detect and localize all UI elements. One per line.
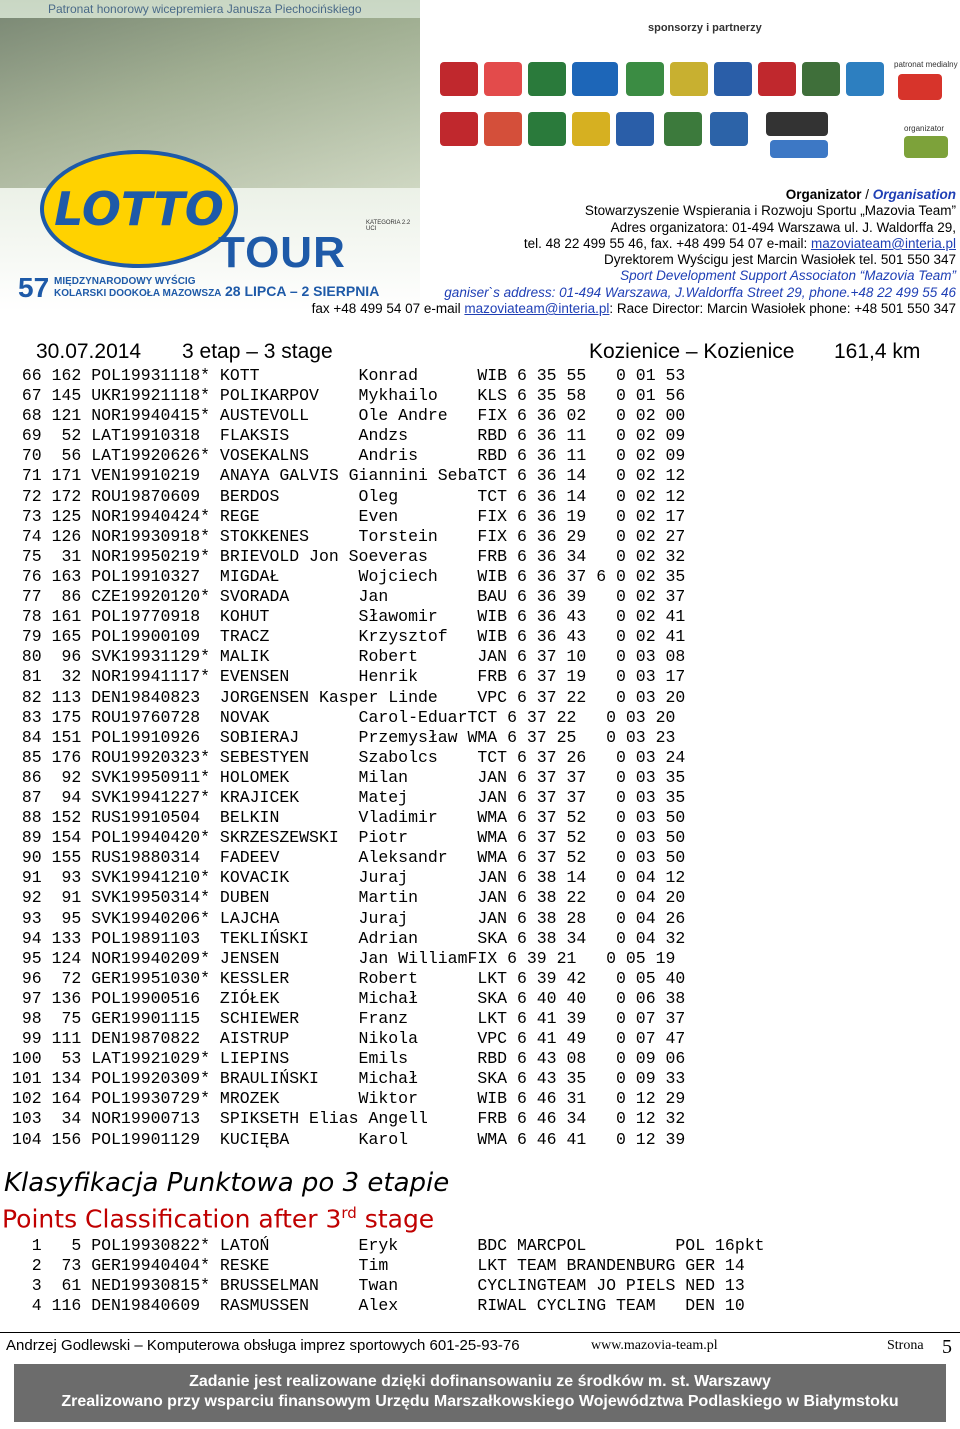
result-row: 80 96 SVK19931129* MALIK Robert JAN 6 37 10 0 03 08 (12, 647, 686, 667)
stage-route: Kozienice – Kozienice (589, 340, 795, 363)
sponsor-logo (572, 62, 618, 96)
organizer-director: Dyrektorem Wyścigu jest Marcin Wasiołek tel. 501 550 347 (603, 252, 956, 268)
sponsor-logo (572, 112, 610, 146)
points-title-en (2, 1204, 434, 1233)
organizer-address: Adres organizatora: 01-494 Warszawa ul. J. Waldorffa 29, (610, 219, 956, 235)
stage-header (0, 340, 960, 364)
result-row: 87 94 SVK19941227* KRAJICEK Matej JAN 6 37 37 0 03 35 (12, 787, 686, 807)
sponsor-logo (802, 62, 840, 96)
result-row: 91 93 SVK19941210* KOVACIK Juraj JAN 6 38 14 0 04 12 (12, 868, 686, 888)
lotto-logo (40, 150, 238, 268)
organizer-contact-en (256, 301, 956, 317)
result-row: 86 92 SVK19950911* HOLOMEK Milan JAN 6 37 37 0 03 35 (12, 767, 686, 787)
patronage-text: Patronat honorowy wicepremiera Janusza Piechocińskiego (48, 2, 362, 16)
result-row: 83 175 ROU19760728 NOVAK Carol-EduarTCT 6 37 22 0 03 20 (12, 707, 676, 727)
edition-number: 57 (18, 272, 50, 303)
sponsor-logo (626, 62, 664, 96)
result-row: 85 176 ROU19920323* SEBESTYEN Szabolcs TCT 6 37 26 0 03 24 (12, 747, 686, 767)
result-row: 71 171 VEN19910219 ANAYA GALVIS Giannini SebaTCT 6 36 14 0 02 12 (12, 466, 686, 486)
media-patronage-title: patronat medialny (894, 60, 958, 69)
result-row: 99 111 DEN19870822 AISTRUP Nikola VPC 6 41 49 0 07 47 (12, 1029, 686, 1049)
sponsor-logo (664, 112, 702, 146)
points-row: 3 61 NED19930815* BRUSSELMAN Twan CYCLINGTEAM JO PIELS NED 13 (12, 1276, 745, 1295)
result-row: 100 53 LAT19921029* LIEPINS Emils RBD 6 43 08 0 09 06 (12, 1049, 686, 1069)
result-row: 81 32 NOR19941117* EVENSEN Henrik FRB 6 37 19 0 03 17 (12, 667, 686, 687)
footer-site-link[interactable]: www.mazovia-team.pl (591, 1338, 718, 1353)
result-row: 97 136 POL19900516 ZIÓŁEK Michał SKA 6 40 40 0 06 38 (12, 988, 686, 1008)
organizer-phone: tel. 48 22 499 55 46, fax. +48 499 54 07 e-mail: (523, 235, 808, 251)
sponsor-logo (766, 112, 828, 136)
result-row: 82 113 DEN19840823 JORGENSEN Kasper Linde VPC 6 37 22 0 03 20 (12, 687, 686, 707)
footer-divider (0, 1332, 960, 1333)
result-row: 101 134 POL19920309* BRAULIŃSKI Michał SKA 6 43 35 0 09 33 (12, 1069, 686, 1089)
results-table (12, 366, 685, 1150)
page-number: 5 (942, 1336, 952, 1358)
organizer-heading: Organizator / Organisation (785, 187, 956, 202)
tour-title: TOUR (218, 228, 346, 277)
points-table (12, 1236, 765, 1316)
organizer-line: Stowarzyszenie Wspierania i Rozwoju Sportu „Mazovia Team” (584, 203, 956, 219)
result-row: 77 86 CZE19920120* SVORADA Jan BAU 6 36 39 0 02 37 (12, 587, 686, 607)
cyclists-photo (0, 18, 420, 188)
organizer-logo (904, 136, 948, 158)
sponsor-logo (484, 62, 522, 96)
sponsors-panel (420, 0, 960, 185)
race-name: MIĘDZYNARODOWY WYŚCIG KOLARSKI DOOKOŁA MAZOWSZA (54, 276, 222, 299)
stage-date: 30.07.2014 (36, 340, 142, 363)
result-row: 89 154 POL19940420* SKRZESZEWSKI Piotr WMA 6 37 52 0 03 50 (12, 828, 686, 848)
sponsor-logo (528, 112, 566, 146)
sponsor-logo (528, 62, 566, 96)
sponsors-title: sponsorzy i partnerzy (648, 22, 762, 34)
footer-page-label: Strona (887, 1338, 924, 1353)
result-row: 102 164 POL19930729* MROZEK Wiktor WIB 6 46 31 0 12 29 (12, 1089, 686, 1109)
organizer-label-en: Organisation (872, 187, 956, 202)
sponsor-logo (670, 62, 708, 96)
sponsor-logo (616, 112, 654, 146)
sponsor-logo (484, 112, 522, 146)
race-director: : Race Director: Marcin Wasiołek phone: +48 501 550 347 (609, 301, 956, 317)
points-row: 2 73 GER19940404* RESKE Tim LKT TEAM BRANDENBURG GER 14 (12, 1256, 745, 1275)
sponsor-logo (710, 112, 748, 146)
organizer-contact (256, 236, 956, 252)
media-logo (898, 74, 942, 100)
result-row: 78 161 POL19770918 KOHUT Sławomir WIB 6 36 43 0 02 41 (12, 607, 686, 627)
result-row: 66 162 POL19931118* KOTT Konrad WIB 6 35 55 0 01 53 (12, 366, 686, 385)
result-row: 104 156 POL19901129 KUCIĘBA Karol WMA 6 46 41 0 12 39 (12, 1129, 686, 1149)
organizer-line-en: Sport Development Support Associaton “Mazovia Team” (620, 268, 956, 284)
result-row: 103 34 NOR19900713 SPIKSETH Elias Angell FRB 6 46 34 0 12 32 (12, 1109, 686, 1129)
organizer-fax: fax +48 499 54 07 e-mail (311, 301, 461, 317)
organizer-logo-title: organizator (904, 124, 945, 133)
points-title-en-suffix: stage (356, 1204, 435, 1234)
result-row: 88 152 RUS19910504 BELKIN Vladimir WMA 6 37 52 0 03 50 (12, 808, 686, 828)
result-row: 84 151 POL19910926 SOBIERAJ Przemysław WMA 6 37 25 0 03 23 (12, 727, 676, 747)
result-row: 90 155 RUS19880314 FADEEV Aleksandr WMA 6 37 52 0 03 50 (12, 848, 686, 868)
points-row: 4 116 DEN19840609 RASMUSSEN Alex RIWAL CYCLING TEAM DEN 10 (12, 1296, 745, 1315)
sponsor-logo (440, 62, 478, 96)
result-row: 73 125 NOR19940424* REGE Even FIX 6 36 19 0 02 17 (12, 506, 686, 526)
organizer-email-link[interactable]: mazoviateam@interia.pl (810, 235, 956, 251)
points-row: 1 5 POL19930822* LATOŃ Eryk BDC MARCPOL POL 16pkt (12, 1236, 765, 1255)
race-dates: 28 LIPCA – 2 SIERPNIA (225, 283, 380, 299)
category-label: KATEGORIA 2.2 UCI (366, 220, 411, 232)
organizer-block (256, 187, 956, 317)
organizer-address-en: ganiser`s address: 01-494 Warszawa, J.Waldorffa Street 29, phone.+48 22 499 55 46 (444, 284, 956, 300)
result-row: 75 31 NOR19950219* BRIEVOLD Jon Soeveras FRB 6 36 34 0 02 32 (12, 546, 686, 566)
result-row: 68 121 NOR19940415* AUSTEVOLL Ole Andre FIX 6 36 02 0 02 00 (12, 406, 686, 426)
sponsor-logo (714, 62, 752, 96)
result-row: 67 145 UKR19921118* POLIKARPOV Mykhailo KLS 6 35 58 0 01 56 (12, 386, 686, 406)
result-row: 92 91 SVK19950314* DUBEN Martin JAN 6 38 22 0 04 20 (12, 888, 686, 908)
points-title-en-sup: rd (341, 1204, 357, 1222)
banner-line-1: Zadanie jest realizowane dzięki dofinansowaniu ze środków m. st. Warszawy (189, 1373, 771, 1390)
stage-number: 3 etap – 3 stage (182, 340, 333, 363)
stage-distance: 161,4 km (834, 340, 921, 363)
lotto-logo-text: LOTTO (54, 182, 224, 236)
result-row: 98 75 GER19901115 SCHIEWER Franz LKT 6 41 39 0 07 37 (12, 1009, 686, 1028)
banner-line-2: Zrealizowano przy wsparciu finansowym Urzędu Marszałkowskiego Województwa Podlaskiego w Białymstoku (61, 1393, 899, 1410)
result-row: 93 95 SVK19940206* LAJCHA Juraj JAN 6 38 28 0 04 26 (12, 908, 686, 928)
organizer-email-link-2[interactable]: mazoviateam@interia.pl (464, 301, 610, 317)
result-row: 79 165 POL19900109 TRACZ Krzysztof WIB 6 36 43 0 02 41 (12, 627, 686, 647)
organizer-label-pl: Organizator (785, 187, 862, 202)
result-row: 69 52 LAT19910318 FLAKSIS Andzs RBD 6 36 11 0 02 09 (12, 426, 686, 446)
funding-banner (14, 1364, 946, 1422)
footer-credit: Andrzej Godlewski – Komputerowa obsługa imprez sportowych 601-25-93-76 (6, 1337, 520, 1354)
sponsor-logo (758, 62, 796, 96)
sponsor-logo (770, 140, 828, 158)
result-row: 94 133 POL19891103 TEKLIŃSKI Adrian SKA 6 38 34 0 04 32 (12, 928, 686, 948)
result-row: 74 126 NOR19930918* STOKKENES Torstein FIX 6 36 29 0 02 27 (12, 526, 686, 546)
result-row: 95 124 NOR19940209* JENSEN Jan WilliamFIX 6 39 21 0 05 19 (12, 948, 676, 968)
result-row: 72 172 ROU19870609 BERDOS Oleg TCT 6 36 14 0 02 12 (12, 486, 686, 506)
result-row: 96 72 GER19951030* KESSLER Robert LKT 6 39 42 0 05 40 (12, 968, 686, 988)
points-title-pl: Klasyfikacja Punktowa po 3 etapie (4, 1168, 450, 1198)
result-row: 76 163 POL19910327 MIGDAŁ Wojciech WIB 6 36 37 6 0 02 35 (12, 566, 686, 586)
result-row: 70 56 LAT19920626* VOSEKALNS Andris RBD 6 36 11 0 02 09 (12, 446, 686, 466)
sponsor-logo (846, 62, 884, 96)
sponsor-logo (440, 112, 478, 146)
points-title-en-text: Points Classification after 3 (2, 1204, 342, 1234)
